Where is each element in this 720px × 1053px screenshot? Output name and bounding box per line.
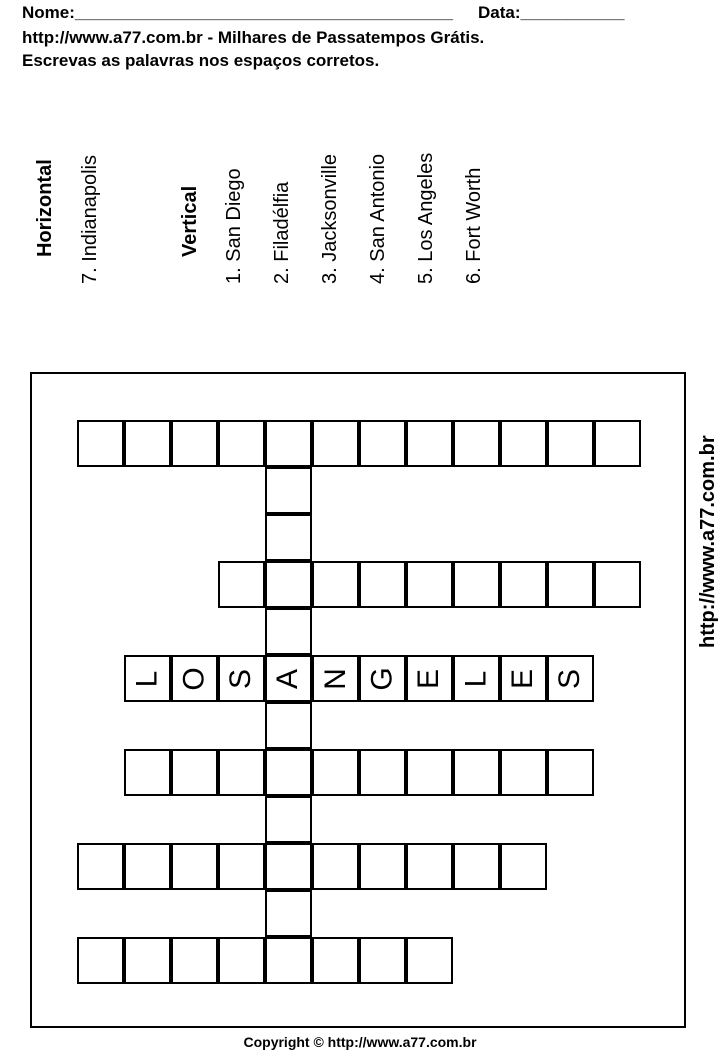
crossword-cell[interactable]	[171, 655, 218, 702]
crossword-cell[interactable]	[547, 655, 594, 702]
crossword-cell[interactable]	[124, 749, 171, 796]
crossword-cell[interactable]	[500, 420, 547, 467]
cell-letter: O	[177, 666, 211, 691]
crossword-cell[interactable]	[453, 749, 500, 796]
crossword-cell[interactable]	[594, 420, 641, 467]
vertical-clue: 4. San Antonio	[367, 153, 389, 284]
crossword-cell[interactable]	[77, 420, 124, 467]
cell-letter: N	[318, 667, 352, 690]
horizontal-clue: 7. Indianapolis	[79, 155, 101, 284]
crossword-cell[interactable]	[171, 937, 218, 984]
crossword-cell[interactable]	[171, 843, 218, 890]
crossword-cell[interactable]	[124, 843, 171, 890]
cell-letter: A	[271, 668, 305, 689]
crossword-cell[interactable]	[77, 937, 124, 984]
crossword-cell[interactable]	[453, 561, 500, 608]
vertical-clue: 1. San Diego	[223, 168, 245, 284]
crossword-cell[interactable]	[265, 561, 312, 608]
cell-letter: L	[130, 670, 164, 687]
crossword-cell[interactable]	[265, 843, 312, 890]
crossword-cell[interactable]	[265, 420, 312, 467]
crossword-cell[interactable]	[547, 420, 594, 467]
crossword-cell[interactable]	[500, 749, 547, 796]
vertical-clue: 3. Jacksonville	[319, 153, 341, 284]
crossword-cell[interactable]	[453, 843, 500, 890]
crossword-cell[interactable]	[265, 937, 312, 984]
crossword-cell[interactable]	[265, 796, 312, 843]
cell-letter: E	[506, 668, 540, 689]
crossword-cell[interactable]	[406, 655, 453, 702]
crossword-cell[interactable]	[124, 655, 171, 702]
crossword-cell[interactable]	[171, 420, 218, 467]
crossword-cell[interactable]	[359, 655, 406, 702]
crossword-cell[interactable]	[218, 937, 265, 984]
vertical-clue: 5. Los Angeles	[415, 152, 437, 284]
crossword-cell[interactable]	[265, 655, 312, 702]
crossword-cell[interactable]	[312, 937, 359, 984]
crossword-cell[interactable]	[218, 749, 265, 796]
instruction-line: Escrevas as palavras nos espaços corretos.	[22, 51, 380, 70]
crossword-cell[interactable]	[77, 843, 124, 890]
cell-letter: G	[365, 666, 399, 691]
crossword-cell[interactable]	[312, 655, 359, 702]
vertical-clue: 2. Filadélfia	[271, 181, 293, 284]
crossword-cell[interactable]	[500, 561, 547, 608]
cell-letter: E	[412, 668, 446, 689]
crossword-cell[interactable]	[218, 420, 265, 467]
crossword-cell[interactable]	[265, 702, 312, 749]
cell-letter: S	[224, 668, 258, 689]
crossword-cell[interactable]	[124, 937, 171, 984]
crossword-cell[interactable]	[500, 655, 547, 702]
crossword-cell[interactable]	[218, 655, 265, 702]
crossword-cell[interactable]	[265, 608, 312, 655]
crossword-cell[interactable]	[265, 890, 312, 937]
crossword-cell[interactable]	[312, 843, 359, 890]
crossword-cell[interactable]	[406, 420, 453, 467]
name-line: Nome:________________________________________	[22, 3, 454, 22]
crossword-cell[interactable]	[359, 843, 406, 890]
crossword-cell[interactable]	[547, 749, 594, 796]
crossword-cell[interactable]	[500, 843, 547, 890]
crossword-cell[interactable]	[406, 561, 453, 608]
crossword-cell[interactable]	[453, 655, 500, 702]
crossword-cell[interactable]	[265, 467, 312, 514]
crossword-cell[interactable]	[406, 937, 453, 984]
crossword-cell[interactable]	[218, 561, 265, 608]
crossword-cell[interactable]	[406, 843, 453, 890]
cell-letter: S	[553, 668, 587, 689]
crossword-cell[interactable]	[547, 561, 594, 608]
cell-letter: L	[459, 670, 493, 687]
crossword-cell[interactable]	[406, 749, 453, 796]
crossword-cell[interactable]	[594, 561, 641, 608]
vertical-clue: 6. Fort Worth	[463, 167, 485, 284]
crossword-cell[interactable]	[359, 937, 406, 984]
crossword-cell[interactable]	[312, 420, 359, 467]
vertical-title: Vertical	[179, 185, 201, 257]
crossword-cell[interactable]	[312, 561, 359, 608]
crossword-cell[interactable]	[124, 420, 171, 467]
crossword-cell[interactable]	[265, 514, 312, 561]
crossword-cell[interactable]	[218, 843, 265, 890]
crossword-cell[interactable]	[453, 420, 500, 467]
crossword-cell[interactable]	[359, 561, 406, 608]
horizontal-title: Horizontal	[34, 159, 56, 257]
date-line: Data:___________	[478, 3, 625, 22]
side-url: http://www.a77.com.br	[697, 435, 719, 648]
crossword-cell[interactable]	[312, 749, 359, 796]
copyright-footer: Copyright © http://www.a77.com.br	[243, 1034, 477, 1050]
crossword-cell[interactable]	[171, 749, 218, 796]
site-line: http://www.a77.com.br - Milhares de Passatempos Grátis.	[22, 28, 485, 47]
crossword-cell[interactable]	[265, 749, 312, 796]
crossword-cell[interactable]	[359, 420, 406, 467]
crossword-cell[interactable]	[359, 749, 406, 796]
